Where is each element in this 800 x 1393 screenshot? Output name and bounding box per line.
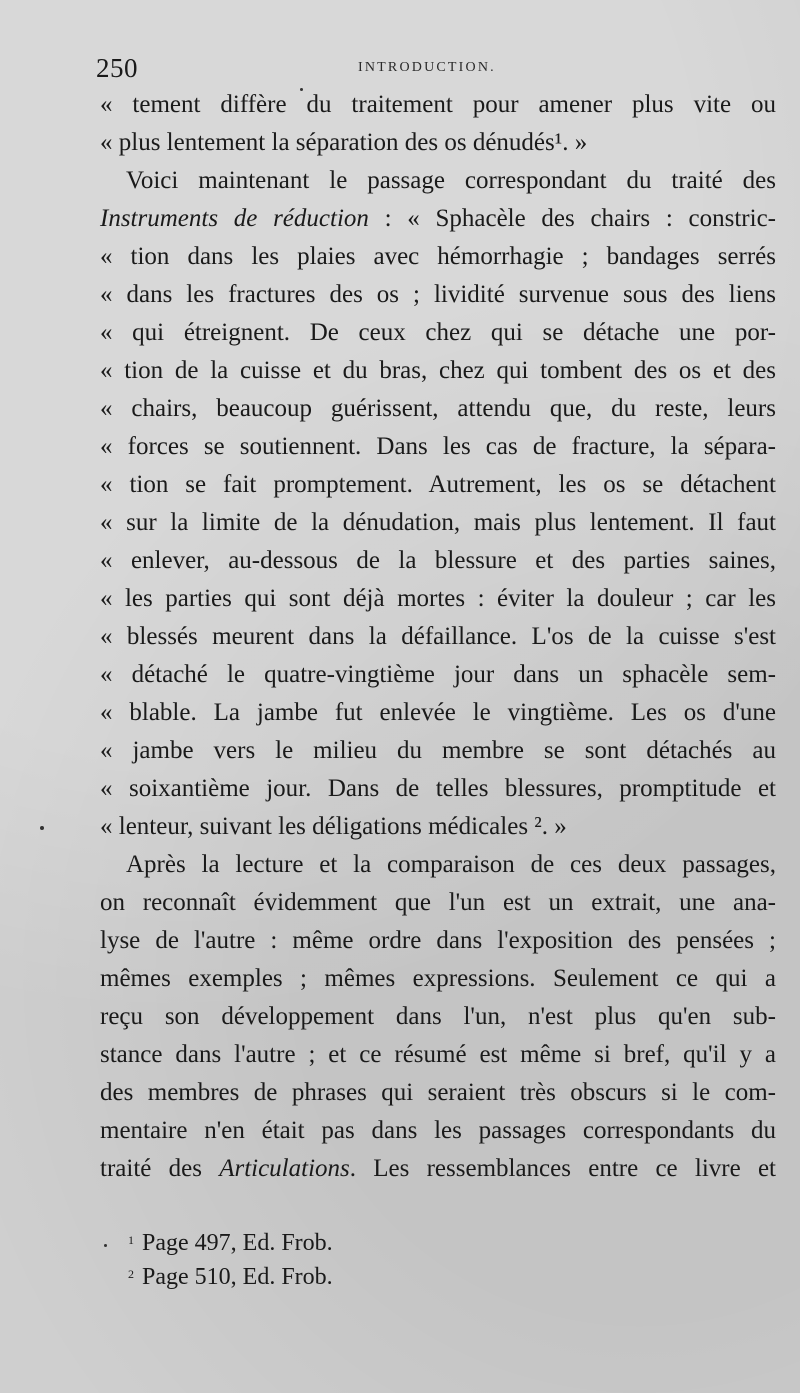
text-line: « forces se soutiennent. Dans les cas de fracture, la sépara- bbox=[100, 433, 776, 460]
text-line: « tion de la cuisse et du bras, chez qui tombent des os et des bbox=[100, 357, 776, 384]
footnote-mark: 1 bbox=[128, 1233, 134, 1247]
text-line: reçu son développement dans l'un, n'est plus qu'en sub- bbox=[100, 1003, 776, 1030]
body-text bbox=[100, 86, 776, 1188]
text-line: Voici maintenant le passage correspondant du traité des bbox=[126, 167, 776, 194]
paper-speck bbox=[104, 1244, 107, 1247]
text-line: mentaire n'en était pas dans les passages correspondants du bbox=[100, 1117, 776, 1144]
text-line: traité des Articulations. Les ressemblances entre ce livre et bbox=[100, 1155, 776, 1182]
paper-speck bbox=[300, 88, 303, 91]
text-line: « soixantième jour. Dans de telles blessures, promptitude et bbox=[100, 775, 776, 802]
text-line: on reconnaît évidemment que l'un est un extrait, une ana- bbox=[100, 889, 776, 916]
text-line: stance dans l'autre ; et ce résumé est même si bref, qu'il y a bbox=[100, 1041, 776, 1068]
italic-title: Articulations bbox=[219, 1155, 350, 1182]
text-line: lyse de l'autre : même ordre dans l'exposition des pensées ; bbox=[100, 927, 776, 954]
footnote-mark: 2 bbox=[128, 1267, 134, 1281]
text-line: « lenteur, suivant les déligations médicales ². » bbox=[100, 813, 567, 840]
text-line: « blable. La jambe fut enlevée le vingtième. Les os d'une bbox=[100, 699, 776, 726]
italic-title: Instruments de réduction bbox=[100, 205, 369, 232]
footnote-text: Page 510, Ed. Frob. bbox=[142, 1264, 333, 1290]
footnotes bbox=[128, 1225, 628, 1293]
paper-speck bbox=[40, 826, 44, 830]
text-line: « sur la limite de la dénudation, mais plus lentement. Il faut bbox=[100, 509, 776, 536]
text-line: « blessés meurent dans la défaillance. L'os de la cuisse s'est bbox=[100, 623, 776, 650]
text-line: « les parties qui sont déjà mortes : éviter la douleur ; car les bbox=[100, 585, 776, 612]
text-line: « détaché le quatre-vingtième jour dans un sphacèle sem- bbox=[100, 661, 776, 688]
footnote-text: Page 497, Ed. Frob. bbox=[142, 1230, 333, 1256]
text-line: Après la lecture et la comparaison de ces deux passages, bbox=[126, 851, 776, 878]
text-line: « enlever, au-dessous de la blessure et des parties saines, bbox=[100, 547, 776, 574]
page-number: 250 bbox=[96, 53, 138, 83]
text-line: « tement diffère du traitement pour amener plus vite ou bbox=[100, 91, 776, 118]
text-line: « tion dans les plaies avec hémorrhagie ; bandages serrés bbox=[100, 243, 776, 270]
text-line: « jambe vers le milieu du membre se sont détachés au bbox=[100, 737, 776, 764]
text-line: « dans les fractures des os ; lividité survenue sous des liens bbox=[100, 281, 776, 308]
text-line: « tion se fait promptement. Autrement, les os se détachent bbox=[100, 471, 776, 498]
footnote bbox=[128, 1225, 628, 1259]
text-line: mêmes exemples ; mêmes expressions. Seulement ce qui a bbox=[100, 965, 776, 992]
text-line: « qui étreignent. De ceux chez qui se détache une por- bbox=[100, 319, 776, 346]
text-line: « chairs, beaucoup guérissent, attendu que, du reste, leurs bbox=[100, 395, 776, 422]
text-line: « plus lentement la séparation des os dénudés¹. » bbox=[100, 129, 588, 156]
text-line: des membres de phrases qui seraient très obscurs si le com- bbox=[100, 1079, 776, 1106]
footnote bbox=[128, 1259, 628, 1293]
running-head bbox=[96, 50, 776, 86]
running-title: INTRODUCTION. bbox=[358, 60, 496, 75]
text-line: Instruments de réduction : « Sphacèle des chairs : constric- bbox=[100, 205, 776, 232]
